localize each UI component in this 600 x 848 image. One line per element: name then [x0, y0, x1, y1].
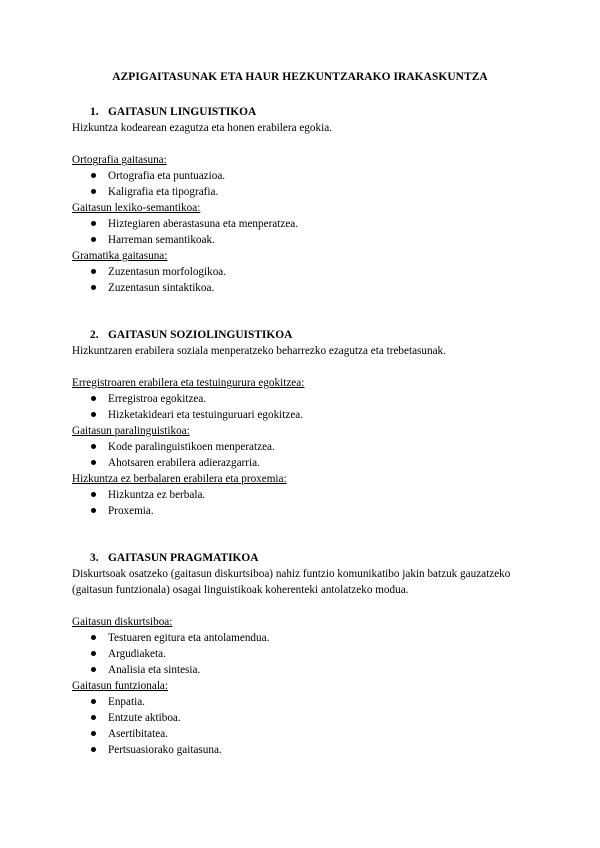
list-item-text: Testuaren egitura eta antolamendua.: [108, 632, 270, 644]
bullet-icon: [91, 269, 96, 274]
section-description: Diskurtsoak osatzeko (gaitasun diskurtsiboa) nahiz funtzio komunikatibo jakin batzuk gauzatzeko (gaitasun funtzionala) osagai linguistikoak koherenteki antolatzeko modua.: [72, 568, 511, 596]
bullet-icon: [91, 189, 96, 194]
section-sociolinguistic: [72, 327, 532, 519]
section-number: 1.: [90, 106, 99, 118]
bullet-icon: [91, 396, 96, 401]
list-item: [72, 391, 532, 407]
list-item: [72, 710, 532, 726]
bullet-list: [72, 391, 532, 423]
list-item: [72, 487, 532, 503]
subheading-lexiko-semantikoa: Gaitasun lexiko-semantikoa:: [72, 202, 201, 214]
list-item: [72, 503, 532, 519]
section-number: 2.: [90, 329, 99, 341]
section-title: GAITASUN SOZIOLINGUISTIKOA: [108, 329, 293, 341]
list-item: [72, 694, 532, 710]
list-item-text: Hiztegiaren aberastasuna eta menperatzea.: [108, 218, 299, 230]
subheading-funtzionala: Gaitasun funtzionala:: [72, 680, 168, 692]
list-item: [72, 726, 532, 742]
bullet-icon: [91, 285, 96, 290]
section-number: 3.: [90, 552, 99, 564]
list-item: [72, 662, 532, 678]
subheading-proxemia: Hizkuntza ez berbalaren erabilera eta proxemia:: [72, 473, 287, 485]
subheading-gramatika: Gramatika gaitasuna:: [72, 250, 168, 262]
bullet-list: [72, 168, 532, 200]
list-item-text: Pertsuasiorako gaitasuna.: [108, 744, 222, 756]
list-item: [72, 168, 532, 184]
bullet-icon: [91, 651, 96, 656]
bullet-list: [72, 487, 532, 519]
subheading-paralinguistikoa: Gaitasun paralinguistikoa:: [72, 425, 190, 437]
bullet-icon: [91, 412, 96, 417]
list-item-text: Kode paralinguistikoen menperatzea.: [108, 441, 275, 453]
list-item: [72, 407, 532, 423]
section-description: Hizkuntza kodearean ezagutza eta honen erabilera egokia.: [72, 122, 332, 134]
list-item-text: Erregistroa egokitzea.: [108, 393, 207, 405]
list-item-text: Ahotsaren erabilera adierazgarria.: [108, 457, 260, 469]
list-item-text: Argudiaketa.: [108, 648, 166, 660]
bullet-list: [72, 630, 532, 678]
subheading-ortografia: Ortografia gaitasuna:: [72, 154, 167, 166]
list-item-text: Analisia eta sintesia.: [108, 664, 201, 676]
list-item: [72, 280, 532, 296]
bullet-icon: [91, 221, 96, 226]
list-item-text: Proxemia.: [108, 505, 154, 517]
bullet-icon: [91, 731, 96, 736]
section-heading: [72, 327, 532, 343]
list-item: [72, 646, 532, 662]
bullet-list: [72, 264, 532, 296]
subheading-erregistroa: Erregistroaren erabilera eta testuingurura egokitzea:: [72, 377, 305, 389]
list-item-text: Harreman semantikoak.: [108, 234, 215, 246]
bullet-icon: [91, 747, 96, 752]
bullet-list: [72, 216, 532, 248]
bullet-icon: [91, 699, 96, 704]
section-pragmatic: [72, 550, 532, 758]
list-item-text: Zuzentasun morfologikoa.: [108, 266, 227, 278]
bullet-icon: [91, 492, 96, 497]
list-item-text: Kaligrafia eta tipografia.: [108, 186, 219, 198]
bullet-list: [72, 439, 532, 471]
bullet-icon: [91, 460, 96, 465]
bullet-icon: [91, 444, 96, 449]
list-item-text: Zuzentasun sintaktikoa.: [108, 282, 215, 294]
section-title: GAITASUN PRAGMATIKOA: [108, 552, 259, 564]
list-item: [72, 439, 532, 455]
list-item-text: Entzute aktiboa.: [108, 712, 181, 724]
list-item-text: Enpatia.: [108, 696, 145, 708]
bullet-icon: [91, 173, 96, 178]
section-heading: [72, 104, 532, 120]
bullet-icon: [91, 237, 96, 242]
section-description: Hizkuntzaren erabilera soziala menperatzeko beharrezko ezagutza eta trebetasunak.: [72, 345, 446, 357]
list-item: [72, 455, 532, 471]
list-item: [72, 184, 532, 200]
list-item-text: Asertibitatea.: [108, 728, 168, 740]
bullet-icon: [91, 715, 96, 720]
list-item-text: Ortografia eta puntuazioa.: [108, 170, 226, 182]
list-item: [72, 216, 532, 232]
list-item: [72, 630, 532, 646]
bullet-icon: [91, 635, 96, 640]
section-heading: [72, 550, 532, 566]
bullet-icon: [91, 508, 96, 513]
document-title: AZPIGAITASUNAK ETA HAUR HEZKUNTZARAKO IRAKASKUNTZA: [112, 71, 488, 83]
list-item: [72, 232, 532, 248]
list-item-text: Hizketakideari eta testuinguruari egokitzea.: [108, 409, 304, 421]
list-item: [72, 264, 532, 280]
section-title: GAITASUN LINGUISTIKOA: [108, 106, 257, 118]
subheading-diskurtsiboa: Gaitasun diskurtsiboa:: [72, 616, 173, 628]
bullet-list: [72, 694, 532, 758]
list-item-text: Hizkuntza ez berbala.: [108, 489, 206, 501]
section-linguistic: [72, 104, 532, 296]
list-item: [72, 742, 532, 758]
bullet-icon: [91, 667, 96, 672]
